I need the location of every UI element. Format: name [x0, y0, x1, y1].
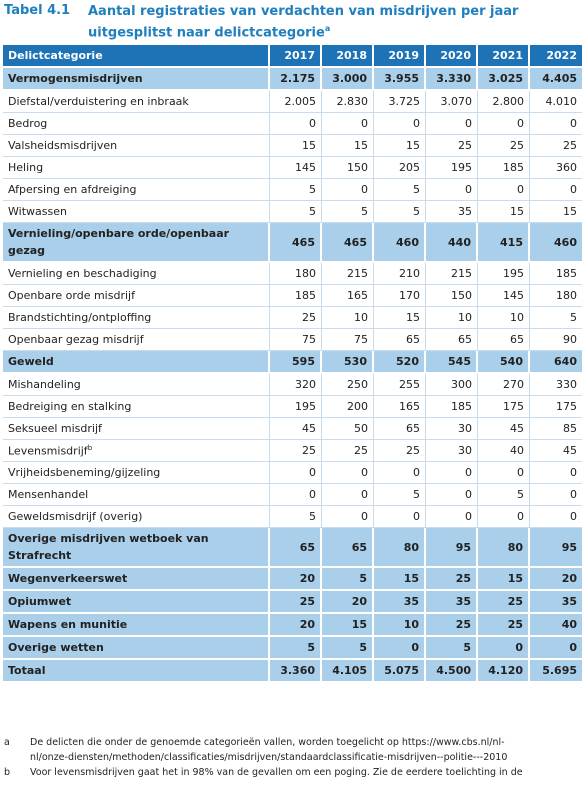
- category-row: [3, 351, 582, 374]
- value-cell: 5: [322, 637, 374, 660]
- value-cell: 4.500: [426, 660, 478, 683]
- category-label: Witwassen: [8, 205, 67, 218]
- subcategory-row: [3, 201, 582, 223]
- value-cell: 205: [374, 157, 426, 179]
- value-cell: 145: [270, 157, 322, 179]
- value-cell: 5: [322, 568, 374, 591]
- value-cell: 25: [426, 614, 478, 637]
- category-label: Heling: [8, 161, 44, 174]
- value-cell: 35: [426, 201, 478, 223]
- category-row: [3, 223, 582, 263]
- total-row: [3, 660, 582, 683]
- value-cell: 0: [478, 113, 530, 135]
- category-cell: [3, 637, 270, 660]
- category-label: Brandstichting/ontploffing: [8, 311, 152, 324]
- value-cell: 40: [478, 440, 530, 462]
- value-cell: 5: [270, 201, 322, 223]
- category-cell: [3, 307, 270, 329]
- value-cell: 5.075: [374, 660, 426, 683]
- category-cell: [3, 285, 270, 307]
- value-cell: 4.120: [478, 660, 530, 683]
- category-cell: [3, 68, 270, 91]
- category-cell: [3, 374, 270, 396]
- subcategory-row: [3, 157, 582, 179]
- footnotes: [4, 735, 582, 780]
- value-cell: 10: [426, 307, 478, 329]
- category-cell: [3, 351, 270, 374]
- value-cell: 0: [322, 462, 374, 484]
- value-cell: 0: [374, 462, 426, 484]
- value-cell: 0: [322, 484, 374, 506]
- value-cell: 0: [270, 113, 322, 135]
- value-cell: 15: [374, 135, 426, 157]
- category-label: Wapens en munitie: [8, 618, 128, 631]
- value-cell: 255: [374, 374, 426, 396]
- category-row: [3, 637, 582, 660]
- subcategory-row: [3, 418, 582, 440]
- header-year: 2018: [322, 45, 374, 68]
- value-cell: 25: [478, 614, 530, 637]
- value-cell: 15: [322, 614, 374, 637]
- value-cell: 0: [322, 113, 374, 135]
- value-cell: 215: [426, 263, 478, 285]
- value-cell: 2.800: [478, 91, 530, 113]
- value-cell: 15: [322, 135, 374, 157]
- value-cell: 15: [270, 135, 322, 157]
- category-row: [3, 568, 582, 591]
- title-footnote-mark: a: [324, 24, 331, 33]
- subcategory-row: [3, 179, 582, 201]
- value-cell: 0: [322, 179, 374, 201]
- value-cell: 185: [530, 263, 582, 285]
- value-cell: 415: [478, 223, 530, 263]
- value-cell: 5: [270, 506, 322, 528]
- category-label: Afpersing en afdreiging: [8, 183, 137, 196]
- subcategory-row: [3, 462, 582, 484]
- footnote: [4, 735, 582, 765]
- value-cell: 65: [478, 329, 530, 351]
- value-cell: 25: [426, 135, 478, 157]
- value-cell: 0: [426, 462, 478, 484]
- category-label: Bedreiging en stalking: [8, 400, 132, 413]
- category-row: [3, 591, 582, 614]
- value-cell: 200: [322, 396, 374, 418]
- value-cell: 145: [478, 285, 530, 307]
- value-cell: 5: [322, 201, 374, 223]
- value-cell: 0: [374, 113, 426, 135]
- category-label: Levensmisdrijf: [8, 444, 88, 458]
- value-cell: 90: [530, 329, 582, 351]
- value-cell: 0: [530, 484, 582, 506]
- category-cell: [3, 440, 270, 462]
- category-cell: [3, 591, 270, 614]
- value-cell: 25: [478, 135, 530, 157]
- value-cell: 360: [530, 157, 582, 179]
- category-label: Diefstal/verduistering en inbraak: [8, 95, 189, 108]
- value-cell: 20: [270, 614, 322, 637]
- value-cell: 150: [426, 285, 478, 307]
- value-cell: 95: [426, 528, 478, 568]
- value-cell: 25: [322, 440, 374, 462]
- value-cell: 45: [270, 418, 322, 440]
- value-cell: 540: [478, 351, 530, 374]
- value-cell: 95: [530, 528, 582, 568]
- value-cell: 0: [530, 179, 582, 201]
- category-label: Opiumwet: [8, 595, 72, 608]
- value-cell: 0: [426, 179, 478, 201]
- header-year: 2019: [374, 45, 426, 68]
- value-cell: 0: [322, 506, 374, 528]
- value-cell: 330: [530, 374, 582, 396]
- category-cell: [3, 201, 270, 223]
- value-cell: 0: [530, 113, 582, 135]
- subcategory-row: [3, 285, 582, 307]
- category-label: Vermogensmisdrijven: [8, 72, 143, 85]
- value-cell: 25: [270, 307, 322, 329]
- value-cell: 15: [530, 201, 582, 223]
- value-cell: 0: [374, 637, 426, 660]
- subcategory-row: [3, 91, 582, 113]
- value-cell: 0: [530, 462, 582, 484]
- value-cell: 440: [426, 223, 478, 263]
- category-label: Bedrog: [8, 117, 48, 130]
- category-label: Geweld: [8, 355, 54, 368]
- value-cell: 210: [374, 263, 426, 285]
- value-cell: 75: [322, 329, 374, 351]
- value-cell: 25: [270, 440, 322, 462]
- subcategory-row: [3, 307, 582, 329]
- value-cell: 15: [374, 568, 426, 591]
- footnote-mark: b: [87, 443, 93, 452]
- category-row: [3, 528, 582, 568]
- value-cell: 165: [374, 396, 426, 418]
- value-cell: 520: [374, 351, 426, 374]
- value-cell: 40: [530, 614, 582, 637]
- value-cell: 20: [322, 591, 374, 614]
- category-row: [3, 614, 582, 637]
- table-title: Aantal registraties van verdachten van misdrijven per jaar uitgesplitst naar delictcategorie$^a$: [88, 4, 519, 41]
- value-cell: 25: [478, 591, 530, 614]
- category-label: Overige misdrijven wetboek van Strafrecht: [8, 532, 209, 562]
- value-cell: 30: [426, 440, 478, 462]
- value-cell: 65: [426, 329, 478, 351]
- category-label: Mishandeling: [8, 378, 81, 391]
- value-cell: 5.695: [530, 660, 582, 683]
- header-year: 2021: [478, 45, 530, 68]
- footnote-text: Voor levensmisdrijven gaat het in 98% van de gevallen om een poging. Zie de eerdere toelichting in de: [30, 767, 523, 778]
- category-label: Vernieling/openbare orde/openbaar gezag: [8, 227, 230, 257]
- subcategory-row: [3, 329, 582, 351]
- value-cell: 195: [270, 396, 322, 418]
- value-cell: 530: [322, 351, 374, 374]
- value-cell: 180: [270, 263, 322, 285]
- value-cell: 320: [270, 374, 322, 396]
- category-cell: [3, 396, 270, 418]
- category-cell: [3, 506, 270, 528]
- value-cell: 80: [478, 528, 530, 568]
- value-cell: 0: [478, 462, 530, 484]
- value-cell: 5: [530, 307, 582, 329]
- category-cell: [3, 91, 270, 113]
- value-cell: 75: [270, 329, 322, 351]
- value-cell: 165: [322, 285, 374, 307]
- value-cell: 20: [270, 568, 322, 591]
- value-cell: 65: [374, 329, 426, 351]
- value-cell: 175: [530, 396, 582, 418]
- value-cell: 195: [478, 263, 530, 285]
- subcategory-row: [3, 440, 582, 462]
- category-label: Overige wetten: [8, 641, 104, 654]
- value-cell: 35: [426, 591, 478, 614]
- value-cell: 25: [426, 568, 478, 591]
- value-cell: 460: [374, 223, 426, 263]
- category-label: Totaal: [8, 664, 46, 677]
- value-cell: 460: [530, 223, 582, 263]
- value-cell: 175: [478, 396, 530, 418]
- category-cell: [3, 179, 270, 201]
- value-cell: 195: [426, 157, 478, 179]
- category-label: Openbare orde misdrijf: [8, 289, 135, 302]
- value-cell: 35: [374, 591, 426, 614]
- category-cell: [3, 418, 270, 440]
- value-cell: 4.010: [530, 91, 582, 113]
- table-caption: [4, 3, 584, 41]
- footnote-mark: b: [4, 767, 11, 778]
- value-cell: 5: [374, 179, 426, 201]
- header-year: 2017: [270, 45, 322, 68]
- value-cell: 4.405: [530, 68, 582, 91]
- value-cell: 0: [478, 179, 530, 201]
- value-cell: 0: [426, 113, 478, 135]
- value-cell: 15: [478, 568, 530, 591]
- value-cell: 85: [530, 418, 582, 440]
- value-cell: 150: [322, 157, 374, 179]
- value-cell: 25: [270, 591, 322, 614]
- subcategory-row: [3, 135, 582, 157]
- category-label: Seksueel misdrijf: [8, 422, 102, 435]
- value-cell: 5: [270, 179, 322, 201]
- value-cell: 5: [478, 484, 530, 506]
- category-row: [3, 68, 582, 91]
- value-cell: 10: [322, 307, 374, 329]
- value-cell: 5: [426, 637, 478, 660]
- value-cell: 270: [478, 374, 530, 396]
- value-cell: 3.330: [426, 68, 478, 91]
- value-cell: 10: [478, 307, 530, 329]
- header-row: [3, 45, 582, 68]
- category-cell: [3, 223, 270, 263]
- value-cell: 185: [270, 285, 322, 307]
- value-cell: 35: [530, 591, 582, 614]
- value-cell: 0: [530, 637, 582, 660]
- value-cell: 25: [374, 440, 426, 462]
- header-category: Delictcategorie: [3, 45, 270, 68]
- value-cell: 170: [374, 285, 426, 307]
- value-cell: 545: [426, 351, 478, 374]
- footnote: [4, 765, 582, 780]
- value-cell: 3.000: [322, 68, 374, 91]
- value-cell: 215: [322, 263, 374, 285]
- value-cell: 3.955: [374, 68, 426, 91]
- value-cell: 5: [270, 637, 322, 660]
- value-cell: 2.005: [270, 91, 322, 113]
- table-number: Tabel 4.1: [4, 3, 71, 18]
- footnote-text: De delicten die onder de genoemde categorieën vallen, worden toegelicht op https://www.cbs.nl/nl- nl/onze-diensten/methoden/classificaties/misdrijven/standaardclassificatie-misdrijven--politie---2010: [30, 737, 508, 763]
- category-cell: [3, 329, 270, 351]
- category-label: Vernieling en beschadiging: [8, 267, 157, 280]
- header-year: 2020: [426, 45, 478, 68]
- subcategory-row: [3, 113, 582, 135]
- category-label: Openbaar gezag misdrijf: [8, 333, 144, 346]
- value-cell: 0: [270, 484, 322, 506]
- value-cell: 10: [374, 614, 426, 637]
- subcategory-row: [3, 484, 582, 506]
- category-cell: [3, 614, 270, 637]
- value-cell: 300: [426, 374, 478, 396]
- category-cell: [3, 157, 270, 179]
- value-cell: 0: [426, 484, 478, 506]
- value-cell: 15: [478, 201, 530, 223]
- value-cell: 50: [322, 418, 374, 440]
- value-cell: 65: [374, 418, 426, 440]
- value-cell: 0: [426, 506, 478, 528]
- value-cell: 45: [478, 418, 530, 440]
- value-cell: 3.725: [374, 91, 426, 113]
- category-label: Vrijheidsbeneming/gijzeling: [8, 466, 161, 479]
- category-cell: [3, 135, 270, 157]
- value-cell: 20: [530, 568, 582, 591]
- category-label: Valsheidsmisdrijven: [8, 139, 118, 152]
- value-cell: 3.070: [426, 91, 478, 113]
- value-cell: 5: [374, 201, 426, 223]
- subcategory-row: [3, 396, 582, 418]
- category-label: Mensenhandel: [8, 488, 89, 501]
- value-cell: 0: [270, 462, 322, 484]
- value-cell: 465: [270, 223, 322, 263]
- value-cell: 465: [322, 223, 374, 263]
- category-label: Geweldsmisdrijf (overig): [8, 510, 143, 523]
- value-cell: 45: [530, 440, 582, 462]
- value-cell: 2.830: [322, 91, 374, 113]
- value-cell: 640: [530, 351, 582, 374]
- value-cell: 65: [322, 528, 374, 568]
- value-cell: 65: [270, 528, 322, 568]
- subcategory-row: [3, 374, 582, 396]
- subcategory-row: [3, 506, 582, 528]
- category-cell: [3, 113, 270, 135]
- value-cell: 4.105: [322, 660, 374, 683]
- value-cell: 595: [270, 351, 322, 374]
- category-cell: [3, 263, 270, 285]
- crime-registrations-table: [3, 45, 582, 683]
- category-cell: [3, 462, 270, 484]
- value-cell: 185: [426, 396, 478, 418]
- header-year: 2022: [530, 45, 582, 68]
- category-cell: [3, 568, 270, 591]
- value-cell: 3.360: [270, 660, 322, 683]
- value-cell: 0: [374, 506, 426, 528]
- category-cell: [3, 484, 270, 506]
- value-cell: 185: [478, 157, 530, 179]
- value-cell: 0: [530, 506, 582, 528]
- value-cell: 0: [478, 637, 530, 660]
- value-cell: 5: [374, 484, 426, 506]
- category-cell: [3, 660, 270, 683]
- value-cell: 0: [478, 506, 530, 528]
- value-cell: 3.025: [478, 68, 530, 91]
- value-cell: 2.175: [270, 68, 322, 91]
- value-cell: 30: [426, 418, 478, 440]
- category-cell: [3, 528, 270, 568]
- value-cell: 80: [374, 528, 426, 568]
- value-cell: 180: [530, 285, 582, 307]
- value-cell: 250: [322, 374, 374, 396]
- value-cell: 25: [530, 135, 582, 157]
- value-cell: 15: [374, 307, 426, 329]
- category-label: Wegenverkeerswet: [8, 572, 128, 585]
- footnote-mark: a: [4, 737, 10, 748]
- subcategory-row: [3, 263, 582, 285]
